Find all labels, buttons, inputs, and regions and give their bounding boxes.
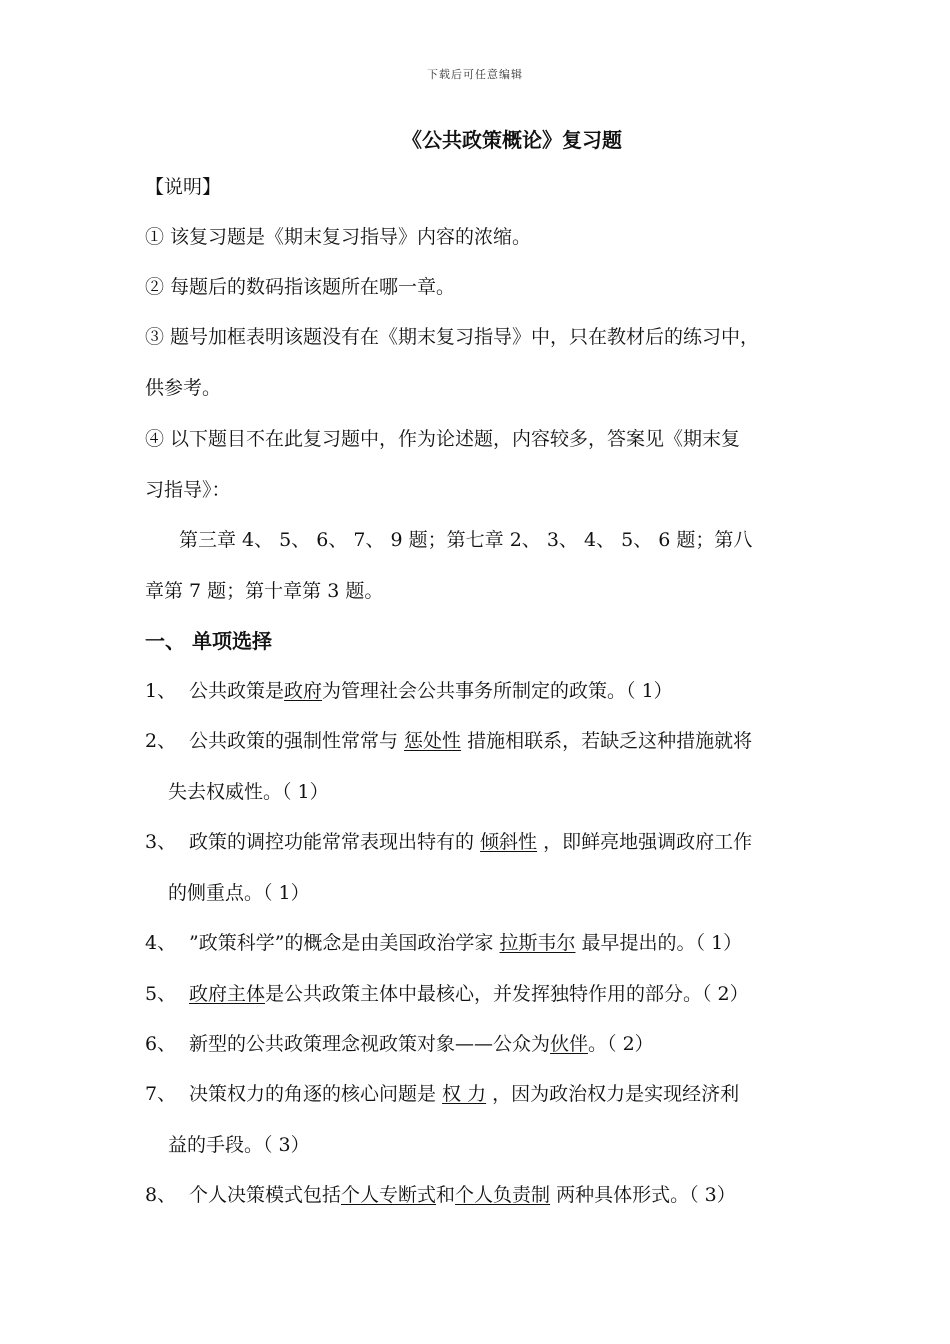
document-title: 《公共政策概论》复习题 [402,128,622,152]
answer-blank: 个人负责制 [455,1184,551,1206]
question-text: 最早提出的。（ 1） [575,932,743,954]
note-1: ① 该复习题是《期末复习指导》内容的浓缩。 [145,226,532,248]
note-5-line-2: 章第 7 题；第十章第 3 题。 [145,580,384,602]
question-number: 4、 [145,932,177,954]
question-number: 2、 [145,730,177,752]
question-text: ”政策科学”的概念是由美国政治学家 [189,932,500,954]
question-text: 个人决策模式包括 [189,1184,342,1206]
page-header: 下载后可任意编辑 [427,68,523,81]
question-number: 8、 [145,1184,177,1206]
question-text: 两种具体形式。（ 3） [550,1184,736,1206]
question-number: 3、 [145,831,177,853]
question-text: 公共政策是 [189,680,285,702]
question-1 [145,678,673,704]
question-2-continued: 失去权威性。（ 1） [168,781,329,803]
answer-blank: 惩处性 [404,730,462,752]
note-5-line-1: 第三章 4、 5、 6、 7、 9 题；第七章 2、 3、 4、 5、 6 题；第八 [179,529,753,551]
answer-blank: 政府主体 [189,983,266,1005]
answer-blank: 政府 [284,680,323,702]
question-5 [145,981,749,1007]
note-3-line-2: 供参考。 [145,377,222,399]
question-4 [145,930,742,956]
question-text: ，因为政治权力是实现经济利 [486,1083,740,1105]
question-number: 1、 [145,680,177,702]
question-text: 是公共政策主体中最核心，并发挥独特作用的部分。（ 2） [265,983,749,1005]
question-number: 5、 [145,983,177,1005]
question-number: 7、 [145,1083,177,1105]
answer-blank: 权 力 [442,1083,487,1105]
note-4-line-1: ④ 以下题目不在此复习题中，作为论述题，内容较多，答案见《期末复 [145,428,741,450]
answer-blank: 拉斯韦尔 [499,932,576,954]
question-text: 新型的公共政策理念视政策对象——公众为 [189,1033,551,1055]
question-7-continued: 益的手段。（ 3） [168,1134,310,1156]
question-text: 措施相联系，若缺乏这种措施就将 [461,730,753,752]
question-text: 和 [436,1184,456,1206]
question-text: 公共政策的强制性常常与 [189,730,405,752]
note-4-line-2: 习指导》： [145,479,231,501]
question-3 [145,829,752,855]
note-3-line-1: ③ 题号加框表明该题没有在《期末复习指导》中，只在教材后的练习中， [145,326,760,348]
question-text: 决策权力的角逐的核心问题是 [189,1083,443,1105]
section-heading: 一、 单项选择 [145,629,272,653]
question-text: 为管理社会公共事务所制定的政策。（ 1） [322,680,673,702]
answer-blank: 伙伴 [550,1033,589,1055]
question-text: ，即鲜亮地强调政府工作 [537,831,753,853]
question-number: 6、 [145,1033,177,1055]
question-2 [145,728,752,754]
note-2: ② 每题后的数码指该题所在哪一章。 [145,276,456,298]
notes-heading: 【说明】 [145,176,222,198]
question-text: 政策的调控功能常常表现出特有的 [189,831,481,853]
answer-blank: 个人专断式 [341,1184,437,1206]
answer-blank: 倾斜性 [480,831,538,853]
question-3-continued: 的侧重点。（ 1） [168,882,310,904]
question-text: 。（ 2） [588,1033,654,1055]
question-6 [145,1031,654,1057]
question-7 [145,1081,739,1107]
question-8 [145,1182,736,1208]
